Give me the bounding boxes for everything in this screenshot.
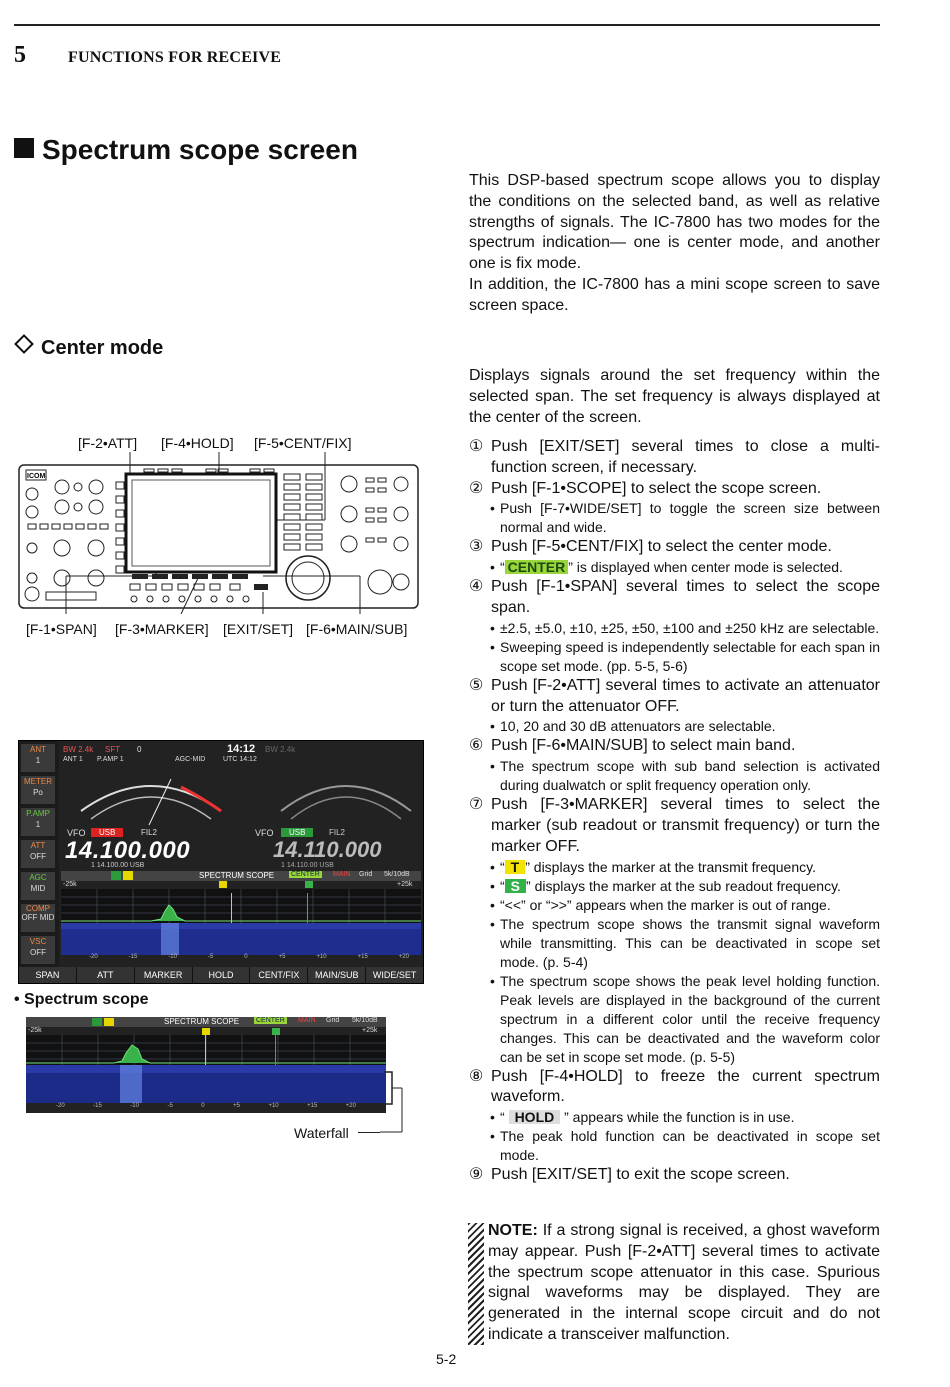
steps-list xyxy=(469,437,880,1186)
note-label: NOTE: xyxy=(488,1222,538,1239)
step-item xyxy=(469,437,880,479)
t-marker-badge: T xyxy=(505,860,526,874)
side-panel xyxy=(19,741,59,969)
header-rule xyxy=(14,24,880,26)
intro-paragraph: In addition, the IC-7800 has a mini scope screen to save screen space. xyxy=(469,275,880,314)
label-f1-span: [F-1•SPAN] xyxy=(26,621,97,637)
intro-text xyxy=(469,171,880,317)
quote: “ xyxy=(500,559,505,576)
sub-s-meter xyxy=(271,767,421,829)
bullet-text: Sweeping speed is independently selectable for each span in scope set mode. (pp. 5-5, 5-6) xyxy=(500,638,880,674)
icom-logo: ICOM xyxy=(27,473,46,480)
side-button-pamp[interactable]: P.AMP 1 xyxy=(21,808,55,836)
step-text: Push [F-1•SPAN] several times to select the scope span. xyxy=(491,578,880,616)
step-bullet: • Push [F-7•WIDE/SET] to toggle the screen size between normal and wide. xyxy=(490,500,880,536)
center-indicator-badge: CENTER xyxy=(505,560,569,574)
step-item xyxy=(469,1165,880,1186)
sub-sub-readout: 1 14.110.00 USB xyxy=(281,862,334,869)
tick-label: -20 xyxy=(56,1103,65,1109)
waterfall-leader-line xyxy=(358,1132,380,1133)
scope-scale: 5k/10dB xyxy=(384,871,410,878)
note-text xyxy=(488,1221,880,1346)
s-marker-badge: S xyxy=(505,879,526,893)
step-number: ⑦ xyxy=(469,796,484,814)
step-bullet: • “ S ” displays the marker at the sub readout frequency. xyxy=(490,877,841,894)
step-bullet: • “ CENTER ” is displayed when center mode is selected. xyxy=(490,559,843,576)
step-item xyxy=(469,479,880,500)
bullet-text: “<<” or “>>” appears when the marker is out of range. xyxy=(500,896,831,913)
tick-label: -15 xyxy=(93,1103,102,1109)
bullet-text: ” displays the marker at the transmit frequency. xyxy=(525,858,816,875)
chapter-title: FUNCTIONS FOR RECEIVE xyxy=(68,49,282,66)
tick-label: -15 xyxy=(128,954,138,960)
sub-filter: FIL2 xyxy=(329,828,346,837)
s-meter xyxy=(71,767,231,829)
f4-hold-button[interactable]: HOLD xyxy=(193,967,251,983)
clock: 14:12 xyxy=(227,743,256,755)
bullet-text: ” displays the marker at the sub readout frequency. xyxy=(526,877,841,894)
detail-center-badge: CENTER xyxy=(256,1017,285,1024)
label-f2-att: [F-2•ATT] xyxy=(78,435,138,451)
lcd-screen xyxy=(18,740,424,984)
step-item xyxy=(469,736,880,757)
bullet-text: 10, 20 and 30 dB attenuators are selectable. xyxy=(500,718,776,735)
tick-label: -10 xyxy=(130,1103,139,1109)
main-mode-badge: USB xyxy=(91,828,123,837)
step-bullet: • The peak hold function can be deactivated in scope set mode. xyxy=(490,1128,880,1164)
step-number: ⑧ xyxy=(469,1067,484,1085)
tick-label: -20 xyxy=(89,954,98,960)
step-bullet: • Sweeping speed is independently selectable for each span in scope set mode. (pp. 5-5, 5-6) xyxy=(490,638,880,674)
label-f5-centfix: [F-5•CENT/FIX] xyxy=(254,435,352,451)
note-box xyxy=(468,1221,880,1345)
step-number: ② xyxy=(469,479,484,497)
step-item xyxy=(469,795,880,857)
detail-spectrum-plot xyxy=(26,1035,386,1103)
sft-value: 0 xyxy=(137,745,142,754)
chapter-number: 5 xyxy=(14,42,26,68)
step-item xyxy=(469,676,880,718)
step-bullet: • ±2.5, ±5.0, ±10, ±25, ±50, ±100 and ±250 kHz are selectable. xyxy=(490,619,880,636)
detail-grid-label: Grid xyxy=(326,1017,340,1024)
intro-paragraph: This DSP-based spectrum scope allows you to display the conditions on the selected band, as well as relative strengths of signals. The IC-7800 has two modes for the spectrum indication— one is center mode, and another one is fix mode. xyxy=(469,172,880,273)
s-marker-icon xyxy=(111,871,121,880)
step-number: ⑨ xyxy=(469,1166,484,1184)
detail-s-marker-icon xyxy=(92,1018,102,1026)
main-sub-readout: 1 14.100.00 USB xyxy=(91,862,145,869)
step-bullet: • The spectrum scope shows the peak level holding function. Peak levels are displayed in the background of the current spectrum in a different color until the receive frequency changes. This can be deactivated and the waveform color can be set in scope set mode. (p. 5-5) xyxy=(490,972,880,1065)
quote: “ xyxy=(500,858,505,875)
detail-t-marker-flag xyxy=(202,1028,210,1035)
utc-clock: UTC 14:12 xyxy=(223,756,257,763)
detail-scope-title: SPECTRUM SCOPE xyxy=(164,1017,240,1026)
tick-label: +15 xyxy=(357,954,368,960)
step-text: Push [EXIT/SET] to exit the scope screen. xyxy=(491,1166,790,1184)
spectrum-display xyxy=(61,889,421,955)
step-number: ④ xyxy=(469,578,484,596)
side-button-att[interactable]: ATT OFF xyxy=(21,840,55,868)
detail-scale: 5k/10dB xyxy=(352,1017,378,1024)
tick-label: 0 xyxy=(201,1103,205,1109)
scope-x-ticks xyxy=(89,954,409,960)
f5-centfix-button[interactable]: CENT/FIX xyxy=(250,967,308,983)
function-key-bar xyxy=(19,967,423,983)
sft-readout: SFT xyxy=(105,745,121,754)
scope-main-badge: MAIN xyxy=(333,871,351,878)
scope-right-span: +25k xyxy=(397,881,413,888)
step-bullet: • “<<” or “>>” appears when the marker is out of range. xyxy=(469,896,880,915)
tick-label: +20 xyxy=(398,954,409,960)
main-vfo-label: VFO xyxy=(67,828,86,838)
detail-main-badge: MAIN xyxy=(298,1017,316,1024)
bullet-text: The spectrum scope shows the peak level holding function. Peak levels are displayed in the background of the current spectrum in a different color until the receive frequency changes. This can be deactivated and the waveform color can be set in scope set mode. (p. 5-5) xyxy=(500,972,880,1065)
detail-right-span: +25k xyxy=(362,1027,378,1034)
spectrum-scope-detail xyxy=(26,1017,386,1113)
step-number: ⑤ xyxy=(469,676,484,694)
detail-x-ticks xyxy=(56,1103,356,1109)
side-button-ant[interactable]: ANT 1 xyxy=(21,744,55,772)
s-marker-flag xyxy=(305,881,313,888)
side-button-meter[interactable]: METER Po xyxy=(21,776,55,804)
side-button-vsc[interactable]: VSC OFF xyxy=(21,936,55,964)
scope-left-span: -25k xyxy=(63,881,77,888)
step-item xyxy=(469,577,880,619)
bullet-text: ±2.5, ±5.0, ±10, ±25, ±50, ±100 and ±250 kHz are selectable. xyxy=(500,619,880,636)
main-filter: FIL2 xyxy=(141,828,158,837)
label-exit-set: [EXIT/SET] xyxy=(223,621,294,637)
step-text: Push [F-4•HOLD] to freeze the current spectrum waveform. xyxy=(491,1067,880,1106)
tick-label: +15 xyxy=(307,1103,318,1109)
tick-label: +5 xyxy=(278,954,286,960)
detail-t-marker-icon xyxy=(104,1018,114,1026)
page-number: 5-2 xyxy=(436,1351,457,1367)
step-bullet: • 10, 20 and 30 dB attenuators are selectable. xyxy=(469,717,880,736)
tick-label: +10 xyxy=(268,1103,279,1109)
square-bullet-icon xyxy=(14,138,34,158)
spectrum-scope-caption: • Spectrum scope xyxy=(14,991,149,1008)
hold-badge: HOLD xyxy=(509,1110,561,1124)
sub-frequency: 14.110.000 xyxy=(273,837,382,862)
step-text: Push [F-2•ATT] several times to activate an attenuator or turn the attenuator OFF. xyxy=(491,676,880,715)
f1-span-button[interactable]: SPAN xyxy=(19,967,77,983)
bullet-text: ” is displayed when center mode is selected. xyxy=(568,559,843,576)
tick-label: -5 xyxy=(167,1103,173,1109)
step-text: Push [F-3•MARKER] several times to select the marker (sub readout or transmit frequency) or turn the marker OFF. xyxy=(491,796,880,855)
waterfall-label: Waterfall xyxy=(294,1125,349,1141)
label-f4-hold: [F-4•HOLD] xyxy=(161,435,234,451)
step-bullet: • The spectrum scope with sub band selection is activated during dualwatch or split frequency operation only. xyxy=(490,758,880,794)
t-marker-flag xyxy=(219,881,227,888)
diamond-bullet-icon xyxy=(14,334,34,354)
step-number: ① xyxy=(469,438,484,455)
tick-label: +20 xyxy=(345,1103,356,1109)
section-title: Spectrum scope screen xyxy=(42,134,358,165)
sub-mode-badge: USB xyxy=(281,828,313,837)
pamp-readout: P.AMP 1 xyxy=(97,756,124,763)
quote: “ xyxy=(500,877,505,894)
f6-mainsub-button[interactable]: MAIN/SUB xyxy=(308,967,366,983)
tick-label: 0 xyxy=(244,954,248,960)
tick-label: +10 xyxy=(316,954,327,960)
bw-readout: BW 2.4k xyxy=(63,745,94,754)
step-bullet: • The spectrum scope shows the transmit signal waveform while transmitting. This can be deactivated in scope set mode. (p. 5-4) xyxy=(490,915,880,970)
t-marker-icon xyxy=(123,871,133,880)
ant-readout: ANT 1 xyxy=(63,756,83,763)
step-text: Push [F-1•SCOPE] to select the scope screen. xyxy=(491,479,822,497)
waterfall-bracket xyxy=(380,1070,410,1136)
step-text: Push [EXIT/SET] several times to close a multi-function screen, if necessary. xyxy=(491,438,880,476)
label-f3-marker: [F-3•MARKER] xyxy=(115,621,209,637)
f2-att-button[interactable]: ATT xyxy=(77,967,135,983)
bullet-text: ” appears while the function is in use. xyxy=(560,1109,795,1126)
step-bullet: • “ T ” displays the marker at the transmit frequency. xyxy=(490,858,816,875)
agc-readout: AGC-MID xyxy=(175,756,206,763)
scope-center-badge: CENTER xyxy=(291,871,320,878)
side-button-comp[interactable]: COMP OFF MID xyxy=(21,904,55,932)
tick-label: -10 xyxy=(168,954,177,960)
step-text: Push [F-5•CENT/FIX] to select the center mode. xyxy=(491,538,832,556)
side-button-agc[interactable]: AGC MID xyxy=(21,872,55,900)
center-mode-description: Displays signals around the set frequency within the selected span. The set frequency is always displayed at the center of the screen. xyxy=(469,367,880,426)
detail-s-marker-flag xyxy=(272,1028,280,1035)
step-item xyxy=(469,1067,880,1109)
note-body: If a strong signal is received, a ghost waveform may appear. Push [F-2•ATT] several times to activate the spectrum scope attenuator in this case. Spurious signal waveforms may be displayed. They are generated in the internal scope circuit and do not indicate a transceiver malfunction. xyxy=(488,1222,880,1343)
bullet-text: The spectrum scope with sub band selection is activated during dualwatch or split frequency operation only. xyxy=(500,758,880,794)
section-heading xyxy=(14,134,358,166)
f3-marker-button[interactable]: MARKER xyxy=(135,967,193,983)
f7-wideset-button[interactable]: WIDE/SET xyxy=(372,970,417,980)
sub-bw-readout: BW 2.4k xyxy=(265,745,296,754)
step-number: ⑥ xyxy=(469,737,484,755)
transceiver-front-panel xyxy=(18,452,420,622)
step-item xyxy=(469,537,880,558)
tick-label: +5 xyxy=(233,1103,240,1109)
tick-label: -5 xyxy=(207,954,214,960)
detail-left-span: -25k xyxy=(28,1027,42,1034)
scope-grid-label: Grid xyxy=(359,871,373,878)
step-bullet: • “ HOLD ” appears while the function is in use. xyxy=(490,1109,795,1126)
bullet-text: Push [F-7•WIDE/SET] to toggle the screen size between normal and wide. xyxy=(500,500,880,536)
step-text: Push [F-6•MAIN/SUB] to select main band. xyxy=(491,737,796,755)
subsection-heading xyxy=(14,337,163,360)
note-hatch-icon xyxy=(468,1223,484,1345)
main-frequency: 14.100.000 xyxy=(65,837,191,864)
sub-vfo-label: VFO xyxy=(255,828,274,838)
scope-title: SPECTRUM SCOPE xyxy=(199,871,275,880)
label-f6-mainsub: [F-6•MAIN/SUB] xyxy=(306,621,408,637)
subsection-title: Center mode xyxy=(41,337,164,359)
bullet-text: The peak hold function can be deactivated in scope set mode. xyxy=(500,1128,880,1164)
bullet-text: The spectrum scope shows the transmit signal waveform while transmitting. This can be deactivated in scope set mode. (p. 5-4) xyxy=(500,915,880,970)
step-number: ③ xyxy=(469,538,484,556)
quote: “ xyxy=(500,1109,509,1126)
